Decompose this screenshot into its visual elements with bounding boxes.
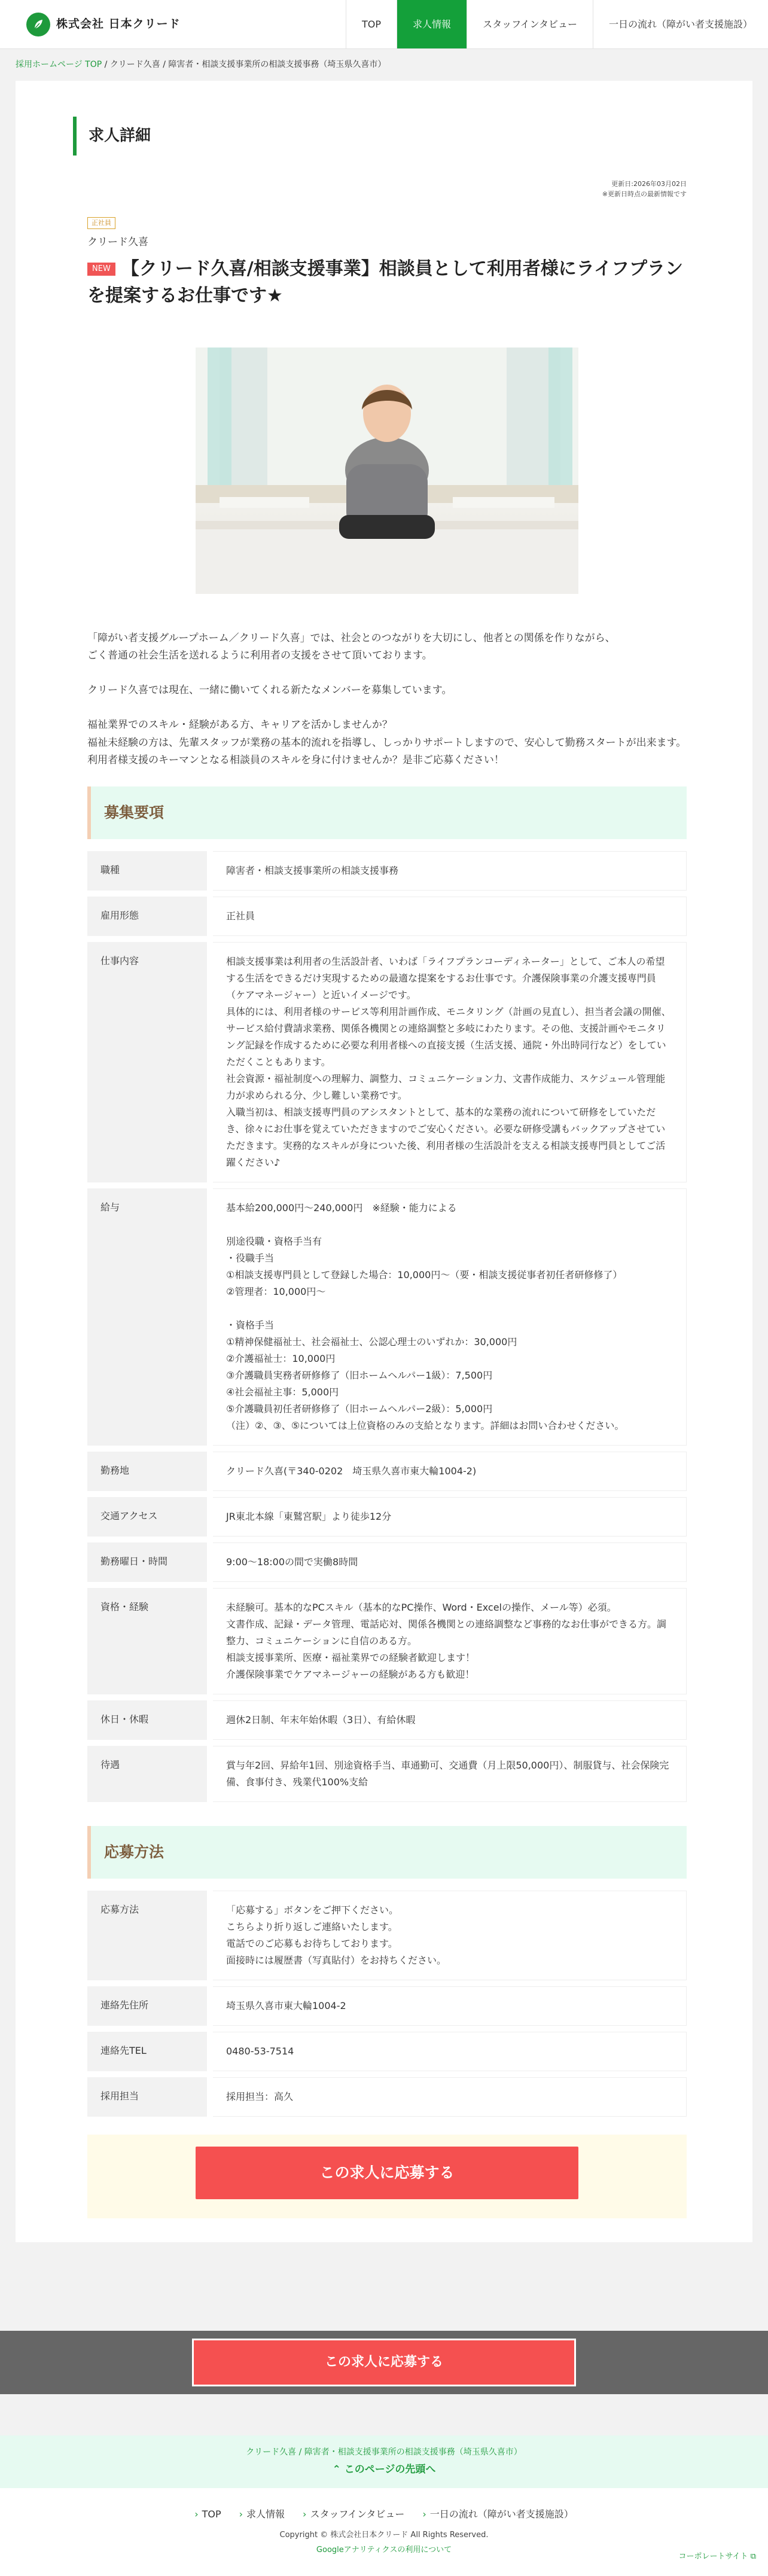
row-value: 賞与年2回、昇給年1回、別途資格手当、車通勤可、交通費（月上限50,000円）、制服貸与、社会保険完備、食事付き、残業代100%支給 (213, 1746, 687, 1802)
row-value: 正社員 (213, 897, 687, 936)
sticky-apply-bar (0, 2331, 768, 2394)
row-label: 連絡先TEL (87, 2032, 207, 2071)
row-value: 9:00〜18:00の間で実働8時間 (213, 1542, 687, 1582)
table-row (87, 1986, 687, 2026)
copyright: Copyright © 株式会社日本クリード All Rights Reserved. (279, 2531, 489, 2540)
sticky-apply-button[interactable]: この求人に応募する (192, 2339, 576, 2386)
row-label: 給与 (87, 1188, 207, 1446)
employment-badge: 正社員 (87, 217, 115, 229)
row-value: クリード久喜(〒340-0202 埼玉県久喜市東大輪1004-2) (213, 1452, 687, 1491)
row-label: 採用担当 (87, 2077, 207, 2117)
table-row (87, 1891, 687, 1980)
row-value: 未経験可。基本的なPCスキル（基本的なPC操作、Word・Excelの操作、メール等）必須。 文書作成、記録・データ管理、電話応対、関係各機関との連絡調整など事務的なお仕事ができる方。調整力、コミュニケーションに自信のある方。 相談支援事業所、医療・福祉業界での経験者歓迎します！ 介護保険事業でケアマネージャーの経験がある方も歓迎！ (213, 1588, 687, 1694)
site-header (0, 0, 768, 49)
row-label: 勤務曜日・時間 (87, 1542, 207, 1582)
recruit-heading: 募集要項 (87, 786, 687, 839)
table-row (87, 1497, 687, 1537)
breadcrumb-separator: / (102, 60, 110, 69)
company-name: クリード久喜 (87, 236, 148, 248)
breadcrumb-current: クリード久喜 / 障害者・相談支援事業所の相談支援事務（埼玉県久喜市） (109, 60, 386, 69)
row-value: 埼玉県久喜市東大輪1004-2 (213, 1986, 687, 2026)
job-detail-card (16, 81, 752, 2242)
row-value: 基本給200,000円〜240,000円 ※経験・能力による 別途役職・資格手当有 ・役職手当 ①相談支援専門員として登録した場合：10,000円〜（要・相談支援従事者初任者研修修了） ②管理者：10,000円〜 ・資格手当 ①精神保健福祉士、社会福祉士、公認心理士のいずれか：30,000円 ②介護福祉士：10,000円 ③介護職員実務者研修修了（旧ホームヘルパー1級）：7,500円 ④社会福祉主事：5,000円 ⑤介護職員初任者研修修了（旧ホームヘルパー2級）：5,000円 （注）②、③、⑤については上位資格のみの支給となります。詳細はお問い合わせください。 (213, 1188, 687, 1446)
row-label: 休日・休暇 (87, 1700, 207, 1740)
company-logo[interactable] (0, 0, 346, 48)
apply-table (87, 1891, 687, 2117)
footer-nav-jobs[interactable] (239, 2506, 285, 2523)
page-title: 求人詳細 (73, 117, 687, 156)
row-label: 勤務地 (87, 1452, 207, 1491)
footer-nav-label: スタッフインタビュー (310, 2508, 405, 2520)
new-badge: NEW (87, 263, 115, 276)
row-label: 職種 (87, 851, 207, 891)
recruit-table (87, 851, 687, 1802)
table-row (87, 1700, 687, 1740)
table-row (87, 1188, 687, 1446)
footer-nav-label: TOP (202, 2508, 221, 2520)
updated-note: ※更新日時点の最新情報です (602, 190, 687, 198)
site-footer (0, 2488, 768, 2576)
footer-nav (0, 2506, 768, 2523)
chevron-right-icon: › (303, 2508, 307, 2520)
row-label: 雇用形態 (87, 897, 207, 936)
table-row (87, 1588, 687, 1694)
table-row (87, 1452, 687, 1491)
intro-paragraph-2: クリード久喜では現在、一緒に働いてくれる新たなメンバーを募集しています。 (87, 684, 452, 696)
job-title (87, 255, 687, 309)
footer-nav-label: 一日の流れ（障がい者支援施設） (429, 2508, 574, 2520)
page-top-label: このページの先頭へ (344, 2463, 436, 2476)
table-row (87, 942, 687, 1182)
intro-text (87, 630, 687, 770)
row-value: 採用担当：高久 (213, 2077, 687, 2117)
table-row (87, 2032, 687, 2071)
row-value: 「応募する」ボタンをご押下ください。 こちらより折り返しご連絡いたします。 電話でのご応募もお待ちしております。 面接時には履歴書（写真貼付）をお持ちください。 (213, 1891, 687, 1980)
apply-area (87, 2135, 687, 2218)
nav-jobs[interactable]: 求人情報 (397, 0, 467, 48)
corporate-site-link[interactable] (678, 2550, 756, 2564)
row-label: 待遇 (87, 1746, 207, 1802)
updated-info (87, 179, 687, 199)
external-link-icon: ⧉ (750, 2552, 756, 2561)
row-value: 相談支援事業は利用者の生活設計者、いわば「ライフプランコーディネーター」として、ご本人の希望する生活をできるだけ実現するための最適な提案をするお仕事です。介護保険事業の介護支援専門員（ケアマネージャー）と近いイメージです。 具体的には、利用者様のサービス等利用計画作成、モニタリング（計画の見直し）、担当者会議の開催、サービス給付費請求業務、関係各機関との連絡調整と多岐にわたります。その他、支援計画やモニタリング記録を作成するために必要な利用者様への直接支援（生活支援、通院・外出時同行など）をしていただくこともあります。 社会資源・福祉制度への理解力、調整力、コミュニケーション力、文書作成能力、スケジュール管理能力が求められる分、少し難しい業務です。 入職当初は、相談支援専門員のアシスタントとして、基本的な業務の流れについて研修をしていただき、徐々にお仕事を覚えていただきますのでご安心ください。必要な研修受講もバックアップさせていただきます。実務的なスキルが身についた後、利用者様の生活設計を支える相談支援専門員としてご活躍ください♪ (213, 942, 687, 1182)
logo-text: 株式会社 日本クリード (56, 17, 181, 31)
row-label: 交通アクセス (87, 1497, 207, 1537)
nav-staff-interview[interactable]: スタッフインタビュー (467, 0, 593, 48)
chevron-right-icon: › (239, 2508, 243, 2520)
table-row (87, 2077, 687, 2117)
chevron-right-icon: › (194, 2508, 199, 2520)
footer-nav-staff-interview[interactable] (303, 2506, 404, 2523)
footer-breadcrumb-band (0, 2435, 768, 2488)
updated-date: 更新日:2026年03月02日 (611, 180, 687, 188)
apply-button[interactable]: この求人に応募する (196, 2147, 578, 2199)
chevron-up-icon: ⌃ (332, 2463, 345, 2476)
table-row (87, 1746, 687, 1802)
row-label: 仕事内容 (87, 942, 207, 1182)
apply-heading: 応募方法 (87, 1826, 687, 1879)
analytics-link[interactable]: Googleアナリティクスの利用について (316, 2545, 452, 2554)
footer-nav-daily-flow[interactable] (422, 2506, 573, 2523)
job-title-text: 【クリード久喜/相談支援事業】相談員として利用者様にライフプランを提案するお仕事です★ (87, 258, 683, 306)
nav-daily-flow[interactable]: 一日の流れ（障がい者支援施設） (593, 0, 768, 48)
intro-paragraph-3: 福祉業界でのスキル・経験がある方、キャリアを活かしませんか？ 福祉未経験の方は、先輩スタッフが業務の基本的流れを指導し、しっかりサポートしますので、安心して勤務スタートが出来ます。 利用者様支援のキーマンとなる相談員のスキルを身に付けませんか？是非ご応募ください！ (87, 718, 687, 767)
row-label: 資格・経験 (87, 1588, 207, 1694)
breadcrumb (0, 49, 768, 81)
row-value: 0480-53-7514 (213, 2032, 687, 2071)
nav-top[interactable]: TOP (346, 0, 397, 48)
staff-photo-illustration (196, 347, 578, 594)
chevron-right-icon: › (422, 2508, 426, 2520)
row-label: 連絡先住所 (87, 1986, 207, 2026)
table-row (87, 1542, 687, 1582)
main-nav (346, 0, 768, 48)
corporate-site-label: コーポレートサイト (678, 2552, 748, 2561)
footer-nav-label: 求人情報 (246, 2508, 285, 2520)
table-row (87, 897, 687, 936)
row-value: JR東北本線「東鷲宮駅」より徒歩12分 (213, 1497, 687, 1537)
breadcrumb-home-link[interactable]: 採用ホームページ TOP (16, 60, 102, 69)
logo-leaf-icon (26, 13, 50, 36)
footer-nav-top[interactable] (194, 2506, 221, 2523)
table-row (87, 851, 687, 891)
row-value: 週休2日制、年末年始休暇（3日）、有給休暇 (213, 1700, 687, 1740)
page-top-link[interactable] (0, 2461, 768, 2479)
staff-photo (196, 347, 578, 594)
footer-breadcrumb[interactable]: クリード久喜 / 障害者・相談支援事業所の相談支援事務（埼玉県久喜市） (246, 2447, 522, 2457)
intro-paragraph-1: 「障がい者支援グループホーム／クリード久喜」では、社会とのつながりを大切にし、他者との関係を作りながら、 ごく普通の社会生活を送れるように利用者の支援をさせて頂いております。 (87, 632, 615, 662)
row-value: 障害者・相談支援事業所の相談支援事務 (213, 851, 687, 891)
row-label: 応募方法 (87, 1891, 207, 1980)
